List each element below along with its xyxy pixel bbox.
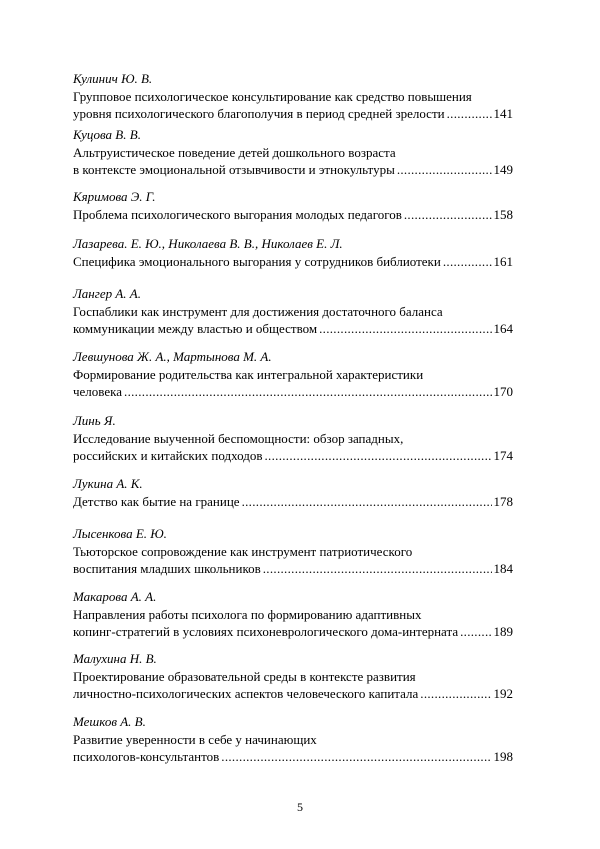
entry-page-number[interactable]: 170 [493, 384, 513, 399]
entry-page-number[interactable]: 161 [493, 254, 513, 269]
entry-page-number[interactable]: 198 [493, 749, 513, 764]
entry-title-line: Формирование родительства как интегральной характеристики [73, 367, 424, 382]
entry-title-line: Проблема психологического выгорания молодых педагогов [73, 207, 402, 222]
entry-title-line: Исследование выученной беспомощности: обзор западных, [73, 431, 404, 446]
entry-title-line: Альтруистическое поведение детей дошкольного возраста [73, 145, 396, 160]
dot-leader [447, 105, 492, 122]
entry-title-last-line [73, 383, 513, 400]
entry-page-number[interactable]: 141 [493, 106, 513, 121]
entry-title-line: копинг-стратегий в условиях психоневрологического дома-интерната [73, 624, 459, 639]
entry-title-last-line [73, 560, 513, 577]
entry-title-line: Групповое психологическое консультирование как средство повышения [73, 89, 472, 104]
entry-title-last-line [73, 320, 513, 337]
page-number: 5 [297, 800, 303, 814]
entry-author: Линь Я. [73, 413, 116, 428]
entry-title-line: Проектирование образовательной среды в контексте развития [73, 669, 416, 684]
entry-author: Левшунова Ж. А., Мартынова М. А. [73, 349, 272, 364]
entry-title-last-line [73, 161, 513, 178]
entry-title-last-line [73, 748, 513, 765]
entry-author: Мешков А. В. [73, 714, 146, 729]
dot-leader [263, 560, 492, 577]
entry-page-number[interactable]: 192 [493, 686, 513, 701]
dot-leader [460, 623, 491, 640]
dot-leader [221, 748, 491, 765]
entry-title-line: в контексте эмоциональной отзывчивости и этнокультуры [73, 162, 395, 177]
toc-entry [73, 188, 513, 223]
dot-leader [265, 447, 492, 464]
entry-author: Кяримова Э. Г. [73, 189, 156, 204]
dot-leader [397, 161, 492, 178]
entry-title-line: уровня психологического благополучия в период средней зрелости [73, 106, 445, 121]
entry-page-number[interactable]: 158 [493, 207, 513, 222]
entry-author: Лысенкова Е. Ю. [73, 526, 167, 541]
entry-title-last-line [73, 685, 513, 702]
entry-title-line: коммуникации между властью и обществом [73, 321, 318, 336]
dot-leader [124, 383, 491, 400]
entry-page-number[interactable]: 189 [493, 624, 513, 639]
toc-entry [73, 412, 513, 464]
entry-title-line: воспитания младших школьников [73, 561, 261, 576]
entry-page-number[interactable]: 184 [493, 561, 513, 576]
entry-title-line: Специфика эмоционального выгорания у сотрудников библиотеки [73, 254, 441, 269]
entry-title-last-line [73, 623, 513, 640]
toc-entry [73, 348, 513, 400]
toc-entry [73, 713, 513, 765]
entry-title-line: российских и китайских подходов [73, 448, 263, 463]
entry-title-line: Госпаблики как инструмент для достижения достаточного баланса [73, 304, 443, 319]
dot-leader [420, 685, 491, 702]
entry-author: Лангер А. А. [73, 286, 141, 301]
dot-leader [443, 253, 492, 270]
toc-entry [73, 588, 513, 640]
entry-title-line: человека [73, 384, 123, 399]
entry-author: Макарова А. А. [73, 589, 157, 604]
toc-entry [73, 650, 513, 702]
toc-entry [73, 126, 513, 178]
toc-entry [73, 70, 513, 122]
entry-page-number[interactable]: 178 [493, 494, 513, 509]
entry-page-number[interactable]: 164 [493, 321, 513, 336]
toc-entry [73, 235, 513, 270]
dot-leader [242, 493, 492, 510]
entry-title-last-line [73, 447, 513, 464]
dot-leader [319, 320, 491, 337]
entry-title-line: Развитие уверенности в себе у начинающих [73, 732, 317, 747]
entry-title-line: Направления работы психолога по формированию адаптивных [73, 607, 422, 622]
dot-leader [404, 206, 492, 223]
entry-title-line: Детство как бытие на границе [73, 494, 240, 509]
entry-author: Куцова В. В. [73, 127, 141, 142]
entry-title-last-line [73, 105, 513, 122]
entry-title-line: личностно-психологических аспектов человеческого капитала [73, 686, 419, 701]
toc-entry [73, 475, 513, 510]
entry-title-last-line [73, 253, 513, 270]
entry-author: Лазарева. Е. Ю., Николаева В. В., Николаев Е. Л. [73, 236, 343, 251]
entry-page-number[interactable]: 149 [493, 162, 513, 177]
entry-title-line: Тьюторское сопровождение как инструмент патриотического [73, 544, 413, 559]
entry-title-last-line [73, 206, 513, 223]
entry-page-number[interactable]: 174 [493, 448, 513, 463]
toc-entry [73, 525, 513, 577]
entry-author: Малухина Н. В. [73, 651, 157, 666]
entry-title-last-line [73, 493, 513, 510]
entry-author: Лукина А. К. [73, 476, 143, 491]
entry-author: Кулинич Ю. В. [73, 71, 153, 86]
toc-entry [73, 285, 513, 337]
entry-title-line: психологов-консультантов [73, 749, 220, 764]
